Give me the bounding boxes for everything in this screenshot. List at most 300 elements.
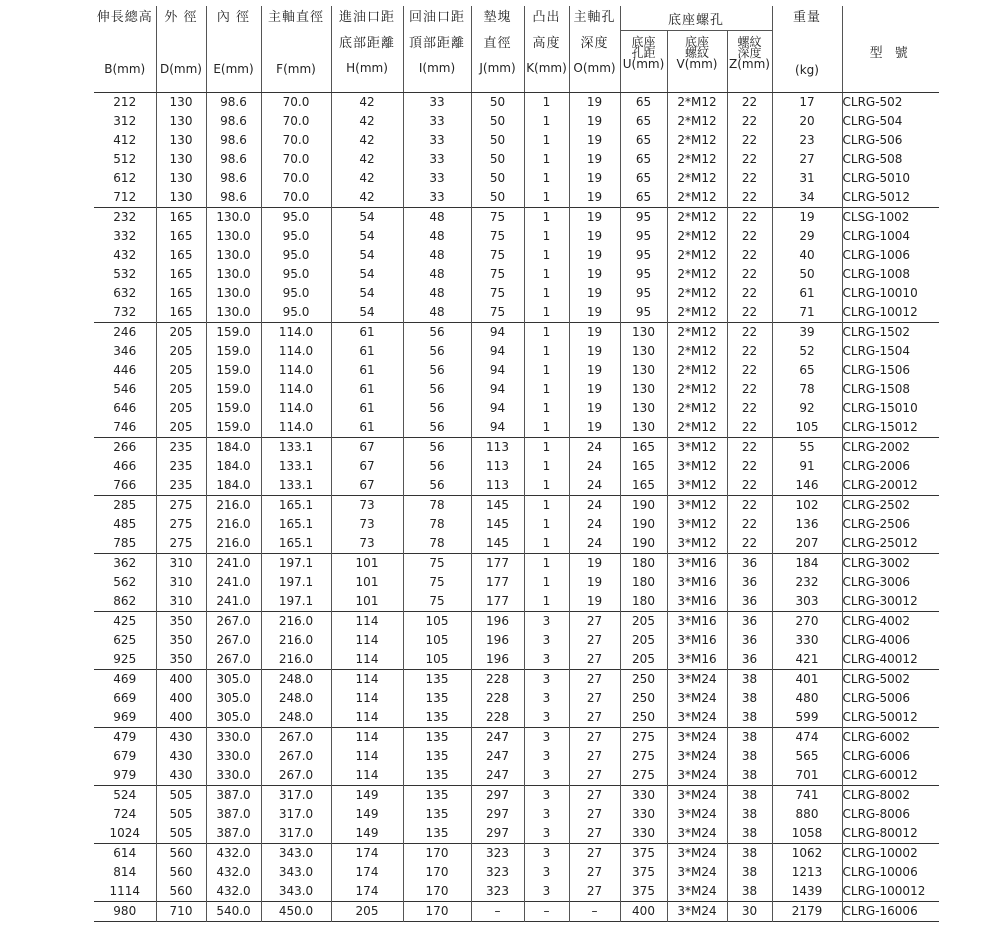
- header-B: [94, 6, 156, 93]
- cell-model: CLRG-10012: [842, 303, 939, 323]
- cell-U: 65: [620, 188, 667, 208]
- cell-J: 145: [471, 496, 524, 516]
- cell-E: 241.0: [206, 554, 261, 574]
- cell-E: 159.0: [206, 380, 261, 399]
- cell-Z: 22: [727, 323, 772, 343]
- header-E-title: 內 徑: [216, 10, 251, 25]
- cell-E: 241.0: [206, 592, 261, 612]
- cell-B: 632: [113, 286, 137, 300]
- cell-Z: 22: [727, 284, 772, 303]
- cell-J: 50: [471, 188, 524, 208]
- cell-D: 165: [156, 208, 206, 228]
- cell-O: 19: [569, 188, 620, 208]
- cell-model: CLRG-8006: [842, 805, 939, 824]
- cell-K: 1: [524, 208, 569, 228]
- cell-O: 19: [569, 573, 620, 592]
- cell-D: 165: [156, 227, 206, 246]
- cell-K: 1: [524, 93, 569, 113]
- cell-Z: 38: [727, 728, 772, 748]
- cell-U: 180: [620, 554, 667, 574]
- cell-D: 310: [156, 592, 206, 612]
- cell-O: 27: [569, 882, 620, 902]
- cell-model: CLRG-6006: [842, 747, 939, 766]
- cell-F: 267.0: [261, 728, 331, 748]
- cell-E: 98.6: [206, 93, 261, 113]
- cell-model: CLRG-5002: [842, 670, 939, 690]
- cell-B: 512: [113, 152, 137, 166]
- cell-I: 135: [403, 670, 471, 690]
- cell-H: 73: [331, 515, 403, 534]
- cell-U: 95: [620, 208, 667, 228]
- cell-U: 95: [620, 265, 667, 284]
- cell-J: 196: [471, 631, 524, 650]
- cell-O: 19: [569, 399, 620, 418]
- cell-U: 275: [620, 747, 667, 766]
- cell-D: 130: [156, 93, 206, 113]
- cell-F: 165.1: [261, 496, 331, 516]
- cell-I: 105: [403, 612, 471, 632]
- cell-O: 19: [569, 361, 620, 380]
- cell-weight: 20: [772, 112, 842, 131]
- cell-V: 2*M12: [667, 303, 727, 323]
- cell-B: 612: [113, 171, 137, 185]
- cell-V: 3*M24: [667, 805, 727, 824]
- cell-F: 95.0: [261, 303, 331, 323]
- cell-B: 524: [94, 786, 156, 806]
- cell-J: 50: [471, 169, 524, 188]
- cell-U: 275: [620, 766, 667, 786]
- cell-U: 95: [620, 284, 667, 303]
- cell-Z: 38: [727, 747, 772, 766]
- cell-weight: 330: [772, 631, 842, 650]
- cell-F: 197.1: [261, 592, 331, 612]
- cell-D: 130: [156, 188, 206, 208]
- cell-F: 95.0: [261, 284, 331, 303]
- table-row: [94, 650, 939, 670]
- cell-weight: 701: [772, 766, 842, 786]
- header-Z: [727, 31, 772, 93]
- cell-J: 177: [471, 573, 524, 592]
- cell-U: 180: [620, 592, 667, 612]
- cell-J: 297: [471, 805, 524, 824]
- cell-B: 862: [113, 594, 137, 608]
- cell-V: 3*M24: [667, 708, 727, 728]
- cell-I: 135: [403, 805, 471, 824]
- cell-I: 48: [403, 265, 471, 284]
- table-row: [94, 805, 939, 824]
- cell-H: 149: [331, 805, 403, 824]
- header-F-title: 主軸直徑: [267, 10, 324, 25]
- cell-F: 343.0: [261, 844, 331, 864]
- cell-I: 78: [403, 534, 471, 554]
- cell-B: 814: [113, 865, 137, 879]
- cell-B: 1114: [109, 884, 141, 898]
- cell-E: 305.0: [206, 670, 261, 690]
- cell-D: 350: [156, 650, 206, 670]
- cell-I: 33: [403, 169, 471, 188]
- cell-J: 323: [471, 863, 524, 882]
- cell-O: 24: [569, 515, 620, 534]
- cell-E: 98.6: [206, 112, 261, 131]
- cell-K: 3: [524, 863, 569, 882]
- cell-weight: 474: [772, 728, 842, 748]
- cell-H: 54: [331, 284, 403, 303]
- cell-J: 323: [471, 844, 524, 864]
- cell-O: 19: [569, 208, 620, 228]
- cell-I: 75: [403, 554, 471, 574]
- header-B-title: 伸長總高: [96, 10, 153, 25]
- cell-O: 24: [569, 534, 620, 554]
- cell-Z: 38: [727, 805, 772, 824]
- cell-Z: 22: [727, 93, 772, 113]
- cell-H: 114: [331, 689, 403, 708]
- cell-D: 165: [156, 265, 206, 284]
- cell-H: 54: [331, 227, 403, 246]
- cell-O: 19: [569, 131, 620, 150]
- cell-D: 235: [156, 438, 206, 458]
- cell-K: 1: [524, 418, 569, 438]
- cell-H: 61: [331, 399, 403, 418]
- cell-V: 3*M24: [667, 786, 727, 806]
- cell-Z: 22: [727, 246, 772, 265]
- cell-K: 1: [524, 399, 569, 418]
- cell-Z: 36: [727, 631, 772, 650]
- cell-E: 98.6: [206, 188, 261, 208]
- cell-Z: 22: [727, 496, 772, 516]
- cell-model: CLRG-508: [842, 150, 939, 169]
- cell-O: 19: [569, 380, 620, 399]
- cell-H: 205: [331, 902, 403, 922]
- cell-V: 2*M12: [667, 112, 727, 131]
- cell-weight: 19: [772, 208, 842, 228]
- cell-E: 330.0: [206, 747, 261, 766]
- cell-H: 114: [331, 670, 403, 690]
- cell-J: 113: [471, 457, 524, 476]
- cell-V: 3*M12: [667, 476, 727, 496]
- header-H: [331, 6, 403, 93]
- cell-model: CLRG-10006: [842, 863, 939, 882]
- cell-model: CLRG-1006: [842, 246, 939, 265]
- cell-K: 3: [524, 882, 569, 902]
- cell-weight: 52: [772, 342, 842, 361]
- table-row: [94, 747, 939, 766]
- cell-I: 33: [403, 112, 471, 131]
- cell-Z: 22: [727, 208, 772, 228]
- cell-F: 450.0: [261, 902, 331, 922]
- cell-model: CLRG-15010: [842, 399, 939, 418]
- cell-O: 19: [569, 592, 620, 612]
- cell-B: 446: [113, 363, 137, 377]
- cell-model: CLRG-506: [842, 131, 939, 150]
- cell-model: CLRG-40012: [842, 650, 939, 670]
- cell-B: 925: [113, 652, 137, 666]
- cell-D: 350: [156, 631, 206, 650]
- cell-F: 70.0: [261, 150, 331, 169]
- table-row: [94, 150, 939, 169]
- cell-weight: 207: [772, 534, 842, 554]
- cell-D: 430: [156, 747, 206, 766]
- table-row: [94, 438, 939, 458]
- cell-weight: 146: [772, 476, 842, 496]
- cell-K: 1: [524, 534, 569, 554]
- cell-weight: 136: [772, 515, 842, 534]
- cell-K: 1: [524, 554, 569, 574]
- cell-weight: 65: [772, 361, 842, 380]
- cell-K: 1: [524, 592, 569, 612]
- cell-Z: 38: [727, 863, 772, 882]
- cell-Z: 38: [727, 844, 772, 864]
- cell-V: 3*M24: [667, 747, 727, 766]
- cell-U: 130: [620, 418, 667, 438]
- header-Z-title: 螺紋: [737, 35, 762, 49]
- cell-H: 61: [331, 418, 403, 438]
- cell-J: 94: [471, 342, 524, 361]
- cell-weight: 92: [772, 399, 842, 418]
- cell-K: 1: [524, 573, 569, 592]
- cell-F: 343.0: [261, 882, 331, 902]
- cell-K: 1: [524, 323, 569, 343]
- cell-B: 532: [113, 267, 137, 281]
- cell-E: 305.0: [206, 689, 261, 708]
- cell-weight: 71: [772, 303, 842, 323]
- cell-H: 149: [331, 824, 403, 844]
- cell-J: 113: [471, 438, 524, 458]
- header-K: [524, 6, 569, 93]
- cell-model: CLRG-2506: [842, 515, 939, 534]
- cell-V: 3*M16: [667, 612, 727, 632]
- cell-Z: 22: [727, 112, 772, 131]
- header-J-title: 墊塊: [483, 10, 512, 25]
- cell-B: 479: [94, 728, 156, 748]
- cell-F: 114.0: [261, 361, 331, 380]
- cell-H: 114: [331, 728, 403, 748]
- cell-V: 3*M16: [667, 631, 727, 650]
- cell-K: 3: [524, 612, 569, 632]
- cell-U: 65: [620, 93, 667, 113]
- cell-I: 170: [403, 863, 471, 882]
- cell-K: 1: [524, 380, 569, 399]
- cell-model: CLRG-3006: [842, 573, 939, 592]
- cell-F: 133.1: [261, 476, 331, 496]
- cell-V: 3*M24: [667, 670, 727, 690]
- cell-V: 2*M12: [667, 361, 727, 380]
- cell-F: 216.0: [261, 631, 331, 650]
- cell-E: 387.0: [206, 805, 261, 824]
- cell-O: 27: [569, 747, 620, 766]
- cell-I: 105: [403, 650, 471, 670]
- cell-weight: 1062: [772, 844, 842, 864]
- cell-D: 400: [156, 689, 206, 708]
- cell-O: 19: [569, 303, 620, 323]
- cell-I: 56: [403, 457, 471, 476]
- cell-O: 27: [569, 631, 620, 650]
- cell-V: 2*M12: [667, 399, 727, 418]
- cell-O: 19: [569, 93, 620, 113]
- cell-F: 317.0: [261, 786, 331, 806]
- cell-J: 50: [471, 150, 524, 169]
- cell-E: 159.0: [206, 323, 261, 343]
- cell-F: 216.0: [261, 650, 331, 670]
- cell-H: 101: [331, 573, 403, 592]
- cell-U: 205: [620, 650, 667, 670]
- cell-E: 432.0: [206, 882, 261, 902]
- cell-I: 56: [403, 438, 471, 458]
- cell-F: 343.0: [261, 863, 331, 882]
- cell-H: 101: [331, 554, 403, 574]
- cell-model: CLRG-4006: [842, 631, 939, 650]
- cell-weight: 29: [772, 227, 842, 246]
- cell-Z: 36: [727, 573, 772, 592]
- cell-D: 430: [156, 728, 206, 748]
- cell-K: 3: [524, 689, 569, 708]
- cell-weight: 232: [772, 573, 842, 592]
- cell-E: 184.0: [206, 438, 261, 458]
- cell-B: 332: [113, 229, 137, 243]
- cell-J: 75: [471, 265, 524, 284]
- table-row: [94, 380, 939, 399]
- cell-V: 2*M12: [667, 131, 727, 150]
- cell-Z: 38: [727, 786, 772, 806]
- cell-H: 61: [331, 323, 403, 343]
- header-D: [156, 6, 206, 93]
- header-E: [206, 6, 261, 93]
- cell-E: 305.0: [206, 708, 261, 728]
- cell-B: 969: [113, 710, 137, 724]
- cell-K: 1: [524, 515, 569, 534]
- cell-O: 24: [569, 476, 620, 496]
- cell-model: CLRG-30012: [842, 592, 939, 612]
- header-I-unit: I(mm): [418, 61, 456, 75]
- cell-I: 75: [403, 573, 471, 592]
- cell-model: CLRG-5006: [842, 689, 939, 708]
- cell-weight: 1058: [772, 824, 842, 844]
- cell-weight: 61: [772, 284, 842, 303]
- cell-B: 625: [113, 633, 137, 647]
- cell-U: 190: [620, 515, 667, 534]
- table-row: [94, 418, 939, 438]
- cell-Z: 22: [727, 476, 772, 496]
- header-model: 型 號: [842, 6, 939, 93]
- cell-H: 174: [331, 844, 403, 864]
- cell-J: 196: [471, 612, 524, 632]
- cell-E: 432.0: [206, 844, 261, 864]
- cell-K: 1: [524, 169, 569, 188]
- cell-H: 67: [331, 438, 403, 458]
- cell-K: 3: [524, 708, 569, 728]
- cell-model: CLRG-10002: [842, 844, 939, 864]
- cell-H: 61: [331, 342, 403, 361]
- cell-O: 27: [569, 805, 620, 824]
- cell-K: 3: [524, 747, 569, 766]
- cell-E: 159.0: [206, 418, 261, 438]
- cell-I: 56: [403, 418, 471, 438]
- header-I-title: 回油口距: [408, 10, 465, 25]
- header-V-title: 底座: [684, 35, 709, 49]
- cell-J: 94: [471, 361, 524, 380]
- cell-J: 50: [471, 112, 524, 131]
- cell-D: 205: [156, 380, 206, 399]
- table-row: [94, 612, 939, 632]
- cell-O: 27: [569, 708, 620, 728]
- cell-J: 297: [471, 824, 524, 844]
- cell-I: 56: [403, 361, 471, 380]
- cell-K: 3: [524, 670, 569, 690]
- cell-E: 216.0: [206, 534, 261, 554]
- cell-E: 130.0: [206, 265, 261, 284]
- cell-K: 3: [524, 650, 569, 670]
- cell-B: 246: [94, 323, 156, 343]
- cell-J: 247: [471, 747, 524, 766]
- table-row: [94, 515, 939, 534]
- table-row: [94, 112, 939, 131]
- cell-weight: 55: [772, 438, 842, 458]
- cell-B: 785: [113, 536, 137, 550]
- cell-I: 48: [403, 303, 471, 323]
- cell-B: 266: [94, 438, 156, 458]
- cell-V: 3*M24: [667, 689, 727, 708]
- cell-U: 65: [620, 150, 667, 169]
- cell-I: 56: [403, 380, 471, 399]
- cell-V: 3*M16: [667, 592, 727, 612]
- cell-H: 42: [331, 150, 403, 169]
- cell-weight: 31: [772, 169, 842, 188]
- table-row: [94, 208, 939, 228]
- cell-U: 330: [620, 824, 667, 844]
- cell-D: 165: [156, 246, 206, 265]
- cell-Z: 22: [727, 457, 772, 476]
- cell-weight: 50: [772, 265, 842, 284]
- cell-V: 2*M12: [667, 227, 727, 246]
- cell-B: 212: [113, 95, 137, 109]
- cell-E: 216.0: [206, 515, 261, 534]
- cell-I: 33: [403, 131, 471, 150]
- cell-V: 3*M12: [667, 457, 727, 476]
- cell-J: 247: [471, 728, 524, 748]
- cell-F: 197.1: [261, 573, 331, 592]
- cell-U: 165: [620, 457, 667, 476]
- cell-B: 425: [94, 612, 156, 632]
- cell-O: 27: [569, 844, 620, 864]
- cell-U: 165: [620, 476, 667, 496]
- cell-U: 130: [620, 342, 667, 361]
- cell-K: 1: [524, 438, 569, 458]
- cell-V: 2*M12: [667, 418, 727, 438]
- cell-U: 205: [620, 631, 667, 650]
- cell-V: 2*M12: [667, 208, 727, 228]
- table-row: [94, 227, 939, 246]
- cell-J: 196: [471, 650, 524, 670]
- cell-B: 614: [94, 844, 156, 864]
- cell-V: 3*M16: [667, 650, 727, 670]
- table-row: [94, 246, 939, 265]
- cell-I: 170: [403, 882, 471, 902]
- table-row: [94, 844, 939, 864]
- cell-O: 19: [569, 418, 620, 438]
- cell-weight: 40: [772, 246, 842, 265]
- cell-H: 73: [331, 534, 403, 554]
- cell-Z: 38: [727, 824, 772, 844]
- cell-F: 317.0: [261, 824, 331, 844]
- cell-J: 247: [471, 766, 524, 786]
- cell-V: 3*M24: [667, 766, 727, 786]
- cell-U: 65: [620, 169, 667, 188]
- cell-J: 94: [471, 380, 524, 399]
- cell-H: 114: [331, 612, 403, 632]
- cell-weight: 303: [772, 592, 842, 612]
- cell-Z: 38: [727, 882, 772, 902]
- cell-model: CLRG-50012: [842, 708, 939, 728]
- cell-U: 190: [620, 496, 667, 516]
